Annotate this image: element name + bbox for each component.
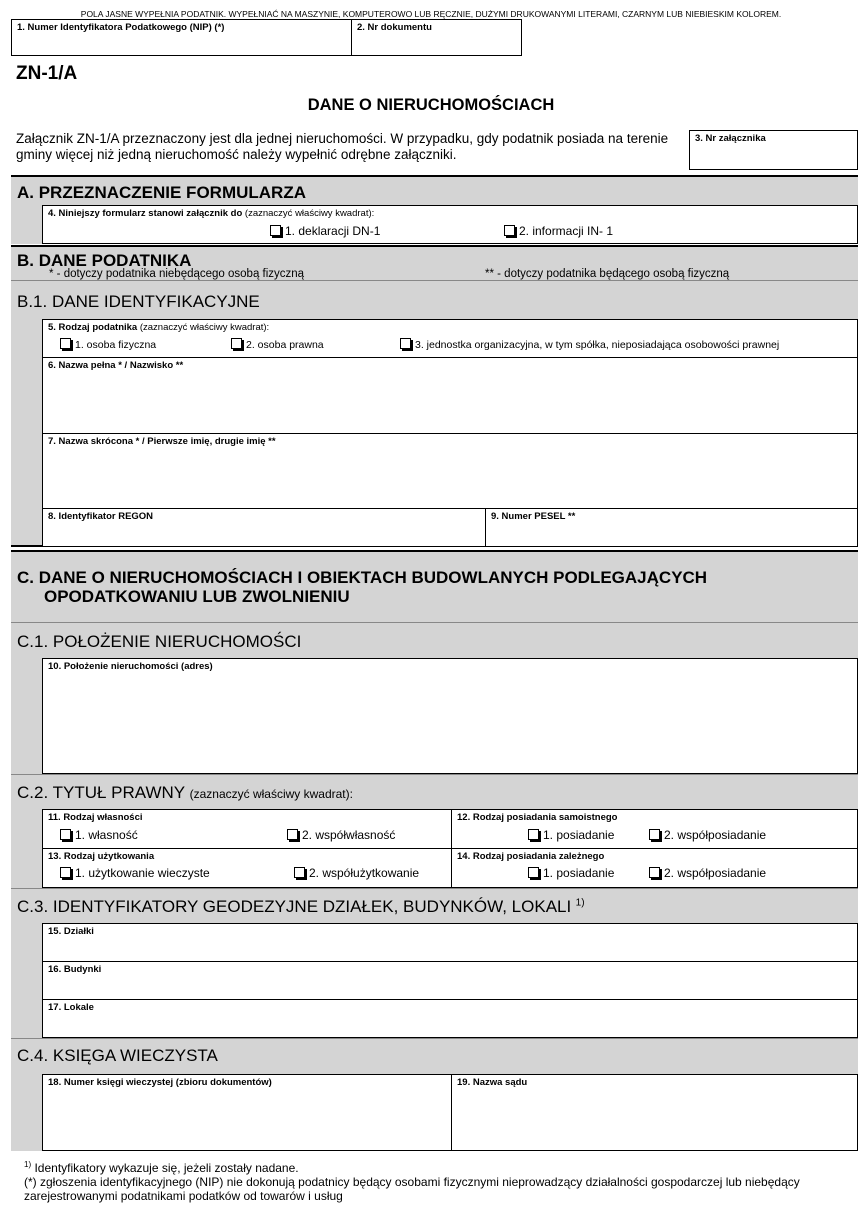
option-possession-14[interactable]: 1. posiadanie: [528, 866, 614, 880]
field-17-label: 17. Lokale: [48, 1002, 94, 1013]
field-9-pesel[interactable]: [485, 508, 858, 547]
field-7-label: 7. Nazwa skrócona * / Pierwsze imię, drugie imię **: [48, 436, 276, 447]
divider: [11, 280, 858, 281]
fill-instructions: POLA JASNE WYPEŁNIA PODATNIK. WYPEŁNIAĆ NA MASZYNIE, KOMPUTEROWO LUB RĘCZNIE, DUŻYMI DRUKOWANYMI LITERAMI, CZARNYM LUB NIEBIESKIM KOLOREM.: [80, 9, 782, 19]
option-possession-12[interactable]: 1. posiadanie: [528, 828, 614, 842]
option-co-usufruct[interactable]: 2. współużytkowanie: [294, 866, 419, 880]
nip-field[interactable]: [11, 19, 352, 56]
field-15-plots[interactable]: [42, 923, 858, 962]
field-10-location[interactable]: [42, 658, 858, 774]
option-co-possession-12[interactable]: 2. współposiadanie: [649, 828, 766, 842]
checkbox-icon[interactable]: [649, 867, 660, 878]
checkbox-icon[interactable]: [400, 338, 411, 349]
nip-label: 1. Numer Identyfikatora Podatkowego (NIP) (*): [17, 22, 225, 33]
checkbox-icon[interactable]: [504, 225, 515, 236]
form-code: ZN-1/A: [16, 63, 78, 84]
option-organizational-unit[interactable]: 3. jednostka organizacyjna, w tym spółka, nieposiadająca osobowości prawnej: [400, 338, 779, 351]
option-legal-person[interactable]: 2. osoba prawna: [231, 338, 324, 351]
section-b-title: B. DANE PODATNIKA: [17, 251, 192, 270]
field-16-label: 16. Budynki: [48, 964, 102, 975]
field-5-label: 5. Rodzaj podatnika (zaznaczyć właściwy kwadrat):: [48, 322, 270, 333]
checkbox-icon[interactable]: [270, 225, 281, 236]
section-c2-title: C.2. TYTUŁ PRAWNY (zaznaczyć właściwy kwadrat):: [17, 783, 353, 802]
option-ownership[interactable]: 1. własność: [60, 828, 138, 842]
checkbox-icon[interactable]: [649, 829, 660, 840]
field-17-premises[interactable]: [42, 999, 858, 1038]
field-7-short-name[interactable]: [42, 433, 858, 509]
field-10-label: 10. Położenie nieruchomości (adres): [48, 661, 213, 672]
form-title: DANE O NIERUCHOMOŚCIACH: [307, 96, 555, 114]
field-8-label: 8. Identyfikator REGON: [48, 511, 154, 522]
field-4-label: 4. Niniejszy formularz stanowi załącznik do (zaznaczyć właściwy kwadrat):: [48, 208, 375, 219]
checkbox-icon[interactable]: [60, 338, 71, 349]
option-co-ownership[interactable]: 2. współwłasność: [287, 828, 395, 842]
option-co-possession-14[interactable]: 2. współposiadanie: [649, 866, 766, 880]
checkbox-icon[interactable]: [528, 829, 539, 840]
doc-number-field: [351, 19, 522, 56]
field-15-label: 15. Działki: [48, 926, 94, 937]
field-11-label: 11. Rodzaj własności: [48, 812, 143, 823]
field-12-label: 12. Rodzaj posiadania samoistnego: [457, 812, 618, 823]
attachment-number-field[interactable]: [689, 130, 858, 170]
footnote-2: (*) zgłoszenia identyfikacyjnego (NIP) nie dokonują podatnicy będący osobami fizycznymi nieprowadzący działalności gospodarczej lub niebędący zarejestrowanymi podatnikami podatków od towarów i usług: [24, 1175, 800, 1203]
checkbox-icon[interactable]: [287, 829, 298, 840]
field-4-purpose: [42, 205, 858, 244]
divider: [11, 774, 858, 775]
option-perpetual-usufruct[interactable]: 1. użytkowanie wieczyste: [60, 866, 210, 880]
option-natural-person[interactable]: 1. osoba fizyczna: [60, 338, 156, 351]
field-18-land-register-number[interactable]: [42, 1074, 452, 1151]
doc-number-label: 2. Nr dokumentu: [357, 22, 432, 33]
field-14-label: 14. Rodzaj posiadania zależnego: [457, 851, 605, 862]
section-c1-title: C.1. POŁOŻENIE NIERUCHOMOŚCI: [17, 632, 302, 651]
field-19-label: 19. Nazwa sądu: [457, 1077, 528, 1088]
field-13-label: 13. Rodzaj użytkowania: [48, 851, 155, 862]
checkbox-icon[interactable]: [528, 867, 539, 878]
note-legal-person: * - dotyczy podatnika niebędącego osobą fizyczną: [49, 268, 305, 280]
section-b1-title: B.1. DANE IDENTYFIKACYJNE: [17, 292, 260, 311]
divider: [11, 622, 858, 623]
option-information-in1[interactable]: 2. informacji IN- 1: [504, 224, 613, 238]
form-intro: Załącznik ZN-1/A przeznaczony jest dla jednej nieruchomości. W przypadku, gdy podatnik posiada na terenie gminy więcej niż jedną nieruchomość należy wypełnić odrębne załączniki.: [16, 131, 669, 162]
footnote-1: $^{1)}$ Identyfikatory wykazuje się, jeżeli zostały nadane.: [24, 1160, 299, 1175]
field-6-label: 6. Nazwa pełna * / Nazwisko **: [48, 360, 184, 371]
note-natural-person: ** - dotyczy podatnika będącego osobą fizyczną: [485, 268, 730, 280]
option-declaration-dn1[interactable]: 1. deklaracji DN-1: [270, 224, 380, 238]
divider: [11, 888, 858, 889]
field-8-regon[interactable]: [42, 508, 486, 547]
section-a-title: A. PRZEZNACZENIE FORMULARZA: [17, 183, 306, 202]
checkbox-icon[interactable]: [231, 338, 242, 349]
checkbox-icon[interactable]: [294, 867, 305, 878]
section-c-title-line2: OPODATKOWANIU LUB ZWOLNIENIU: [44, 587, 350, 606]
field-19-court-name[interactable]: [451, 1074, 858, 1151]
field-18-label: 18. Numer księgi wieczystej (zbioru dokumentów): [48, 1077, 272, 1088]
field-9-label: 9. Numer PESEL **: [491, 511, 576, 522]
checkbox-icon[interactable]: [60, 829, 71, 840]
section-c4-title: C.4. KSIĘGA WIECZYSTA: [17, 1046, 218, 1065]
divider: [11, 1038, 858, 1039]
section-c-title-line1: C. DANE O NIERUCHOMOŚCIACH I OBIEKTACH BUDOWLANYCH PODLEGAJĄCYCH: [17, 568, 708, 587]
field-16-buildings[interactable]: [42, 961, 858, 1000]
section-c3-title: C.3. IDENTYFIKATORY GEODEZYJNE DZIAŁEK, BUDYNKÓW, LOKALI $^{1)}$: [17, 897, 585, 916]
field-6-full-name[interactable]: [42, 357, 858, 434]
attachment-number-label: 3. Nr załącznika: [695, 133, 766, 144]
checkbox-icon[interactable]: [60, 867, 71, 878]
